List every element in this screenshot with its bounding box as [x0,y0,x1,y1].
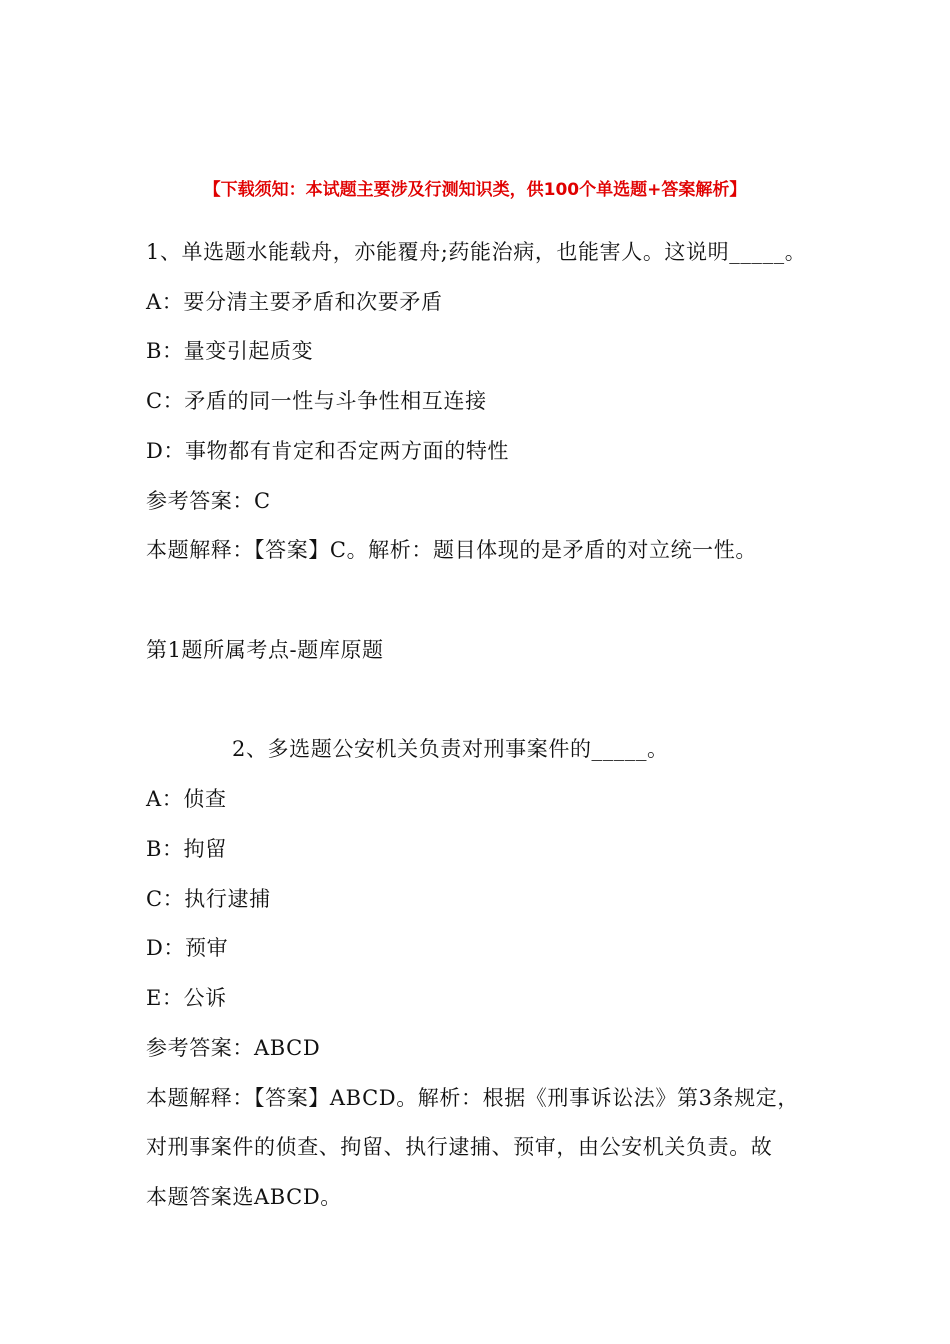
question-2-option-b: B：拘留 [146,837,227,861]
question-2-option-e: E：公诉 [146,986,227,1010]
question-2-explanation-line-1: 本题解释：【答案】ABCD。解析：根据《刑事诉讼法》第3条规定， [146,1086,799,1110]
question-2-stem: 2、多选题公安机关负责对刑事案件的_____。 [232,737,669,761]
question-1-option-d: D：事物都有肯定和否定两方面的特性 [146,439,510,463]
question-2-option-d: D：预审 [146,936,229,960]
question-1-answer: 参考答案：C [146,489,271,513]
question-2-option-a: A：侦查 [146,787,227,811]
question-2-answer: 参考答案：ABCD [146,1036,321,1060]
question-2-explanation-line-3: 本题答案选ABCD。 [146,1185,342,1209]
question-2-explanation-line-2: 对刑事案件的侦查、拘留、执行逮捕、预审，由公安机关负责。故 [146,1135,773,1159]
question-1-explanation: 本题解释：【答案】C。解析：题目体现的是矛盾的对立统一性。 [146,538,757,562]
download-notice: 【下载须知：本试题主要涉及行测知识类，供100个单选题+答案解析】 [203,180,747,200]
question-1-point: 第1题所属考点-题库原题 [146,638,384,662]
question-2-option-c: C：执行逮捕 [146,887,271,911]
question-1-stem: 1、单选题水能载舟，亦能覆舟;药能治病，也能害人。这说明_____。 [146,240,807,264]
question-1-option-b: B：量变引起质变 [146,339,314,363]
question-1-option-a: A：要分清主要矛盾和次要矛盾 [146,290,443,314]
question-1-option-c: C：矛盾的同一性与斗争性相互连接 [146,389,487,413]
